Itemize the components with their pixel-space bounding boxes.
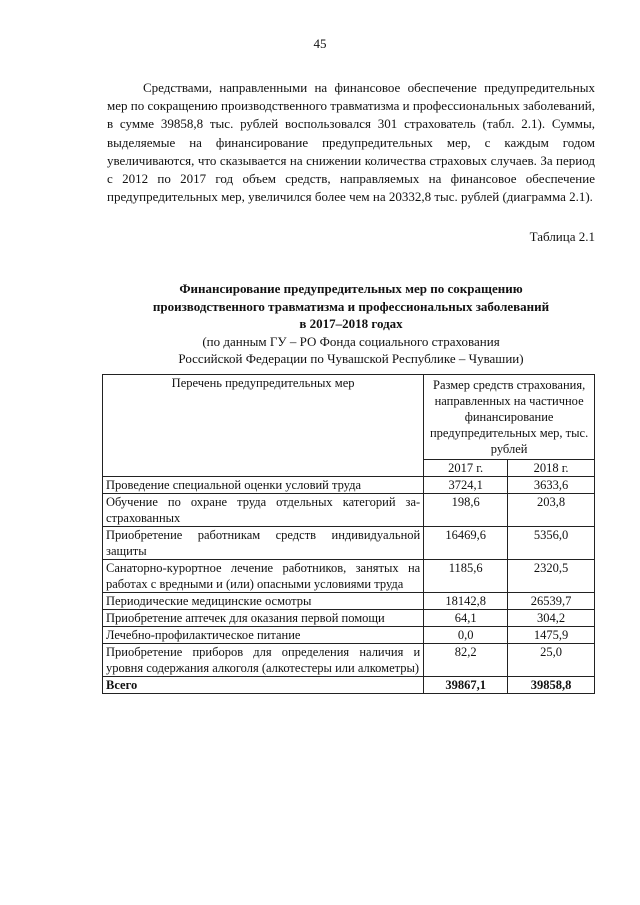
- measure-name: Лечебно-профилактическое питание: [103, 627, 424, 644]
- header-measures: Перечень предупредительных мер: [103, 375, 424, 477]
- value-2017: 0,0: [424, 627, 508, 644]
- value-2018: 304,2: [508, 610, 595, 627]
- table-header-row: [103, 375, 595, 460]
- total-2018: 39858,8: [508, 677, 595, 694]
- total-2017: 39867,1: [424, 677, 508, 694]
- value-2018: 3633,6: [508, 477, 595, 494]
- measure-name: Проведение специальной оценки условий труда: [103, 477, 424, 494]
- value-2018: 2320,5: [508, 560, 595, 593]
- measure-name: Приобретение работникам средств индивидуальной защиты: [103, 527, 424, 560]
- total-row: [103, 677, 595, 694]
- title-line-3: в 2017–2018 годах: [299, 316, 403, 331]
- table-row: [103, 527, 595, 560]
- measure-name: Санаторно-курортное лечение работников, занятых на работах с вредными и (или) опасными условиями труда: [103, 560, 424, 593]
- value-2018: 25,0: [508, 644, 595, 677]
- measure-name: Обучение по охране труда отдельных категорий застрахованных: [103, 494, 424, 527]
- subtitle-line-2: Российской Федерации по Чувашской Республике – Чувашии): [178, 351, 524, 366]
- value-2017: 1185,6: [424, 560, 508, 593]
- value-2017: 16469,6: [424, 527, 508, 560]
- header-amount: Размер средств страхования, направленных на частичное финансирование предупредительных мер, тыс. рублей: [424, 375, 595, 460]
- body-paragraph: Средствами, направленными на финансовое обеспечение предупредительных мер по сокращению производственного травматизма и профессиональных заболеваний, в сумме 39858,8 тыс. рублей воспользовался 301 страхователь (табл. 2.1). Суммы, выделяемые на финансирование предупредительных мер, с каждым годом увеличиваются, что сказывается на снижении количества страховых случаев. За период с 2012 по 2017 год объем средств, направляемых на финансовое обеспечение предупредительных мер, увеличился более чем на 20332,8 тыс. рублей (диаграмма 2.1).: [107, 80, 595, 205]
- table-row: [103, 644, 595, 677]
- table-row: [103, 494, 595, 527]
- value-2018: 203,8: [508, 494, 595, 527]
- table-row: [103, 610, 595, 627]
- header-year-2017: 2017 г.: [424, 460, 508, 477]
- value-2017: 82,2: [424, 644, 508, 677]
- preventive-measures-table: [102, 374, 595, 694]
- value-2017: 64,1: [424, 610, 508, 627]
- value-2018: 26539,7: [508, 593, 595, 610]
- table-row: [103, 593, 595, 610]
- total-label: Всего: [103, 677, 424, 694]
- measure-name: Приобретение аптечек для оказания первой помощи: [103, 610, 424, 627]
- title-line-2: производственного травматизма и профессиональных заболеваний: [152, 298, 550, 314]
- measure-name: Периодические медицинские осмотры: [103, 593, 424, 610]
- value-2017: 18142,8: [424, 593, 508, 610]
- table-row: [103, 560, 595, 593]
- table-label: Таблица 2.1: [529, 229, 595, 244]
- value-2018: 1475,9: [508, 627, 595, 644]
- page-number: 45: [313, 36, 327, 51]
- table-title: [107, 280, 595, 368]
- table-row: [103, 627, 595, 644]
- measure-name: Приобретение приборов для определения наличия и уровня содержания алкоголя (алкотестеры или алкометры): [103, 644, 424, 677]
- value-2018: 5356,0: [508, 527, 595, 560]
- subtitle-line-1: (по данным ГУ – РО Фонда социального страхования: [202, 333, 500, 349]
- header-year-2018: 2018 г.: [508, 460, 595, 477]
- title-line-1: Финансирование предупредительных мер по сокращению: [179, 281, 523, 296]
- value-2017: 3724,1: [424, 477, 508, 494]
- table-row: [103, 477, 595, 494]
- value-2017: 198,6: [424, 494, 508, 527]
